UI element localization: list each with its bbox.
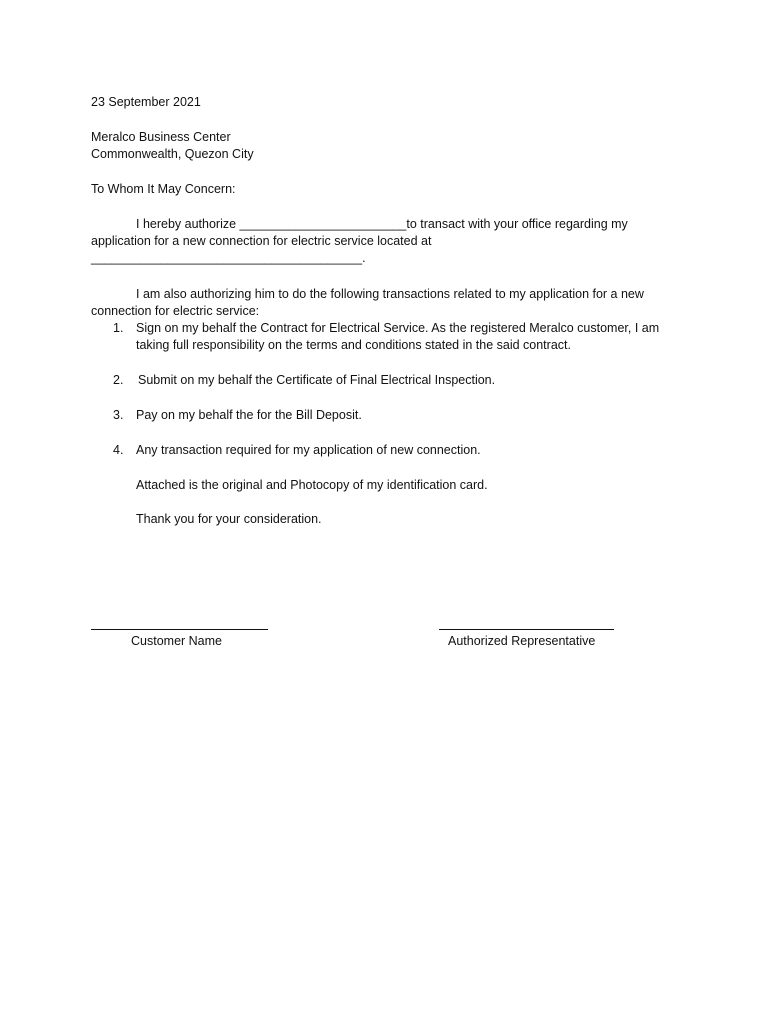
list-item-text: Any transaction required for my application of new connection. (136, 443, 481, 457)
paragraph1-line1: I hereby authorize ________________________to transact with your office regarding my (136, 217, 628, 231)
recipient-name: Meralco Business Center (91, 130, 231, 144)
paragraph2-line2: connection for electric service: (91, 304, 260, 318)
list-item-number: 1. (113, 321, 124, 335)
list-item-text: Sign on my behalf the Contract for Electrical Service. As the registered Meralco customer, I am (136, 321, 660, 335)
signature-label-customer: Customer Name (131, 634, 222, 648)
list-item-number: 3. (113, 408, 124, 422)
closing-line: Thank you for your consideration. (136, 512, 322, 526)
attachment-note: Attached is the original and Photocopy of my identification card. (136, 478, 488, 492)
list-item-number: 2. (113, 373, 124, 387)
paragraph1-line2: application for a new connection for electric service located at (91, 234, 432, 248)
letter-date: 23 September 2021 (91, 95, 201, 109)
list-item-text: Submit on my behalf the Certificate of Final Electrical Inspection. (138, 373, 496, 387)
signature-line-representative (439, 629, 614, 630)
list-item-text: taking full responsibility on the terms and conditions stated in the said contract. (136, 338, 571, 352)
recipient-address: Commonwealth, Quezon City (91, 147, 254, 161)
list-item-number: 4. (113, 443, 124, 457)
paragraph2-line1: I am also authorizing him to do the following transactions related to my application for a new (136, 287, 644, 301)
signature-label-representative: Authorized Representative (448, 634, 596, 648)
signature-line-customer (91, 629, 268, 630)
list-item-text: Pay on my behalf the for the Bill Deposit. (136, 408, 362, 422)
salutation: To Whom It May Concern: (91, 182, 236, 196)
paragraph1-line3: _______________________________________. (91, 251, 366, 265)
